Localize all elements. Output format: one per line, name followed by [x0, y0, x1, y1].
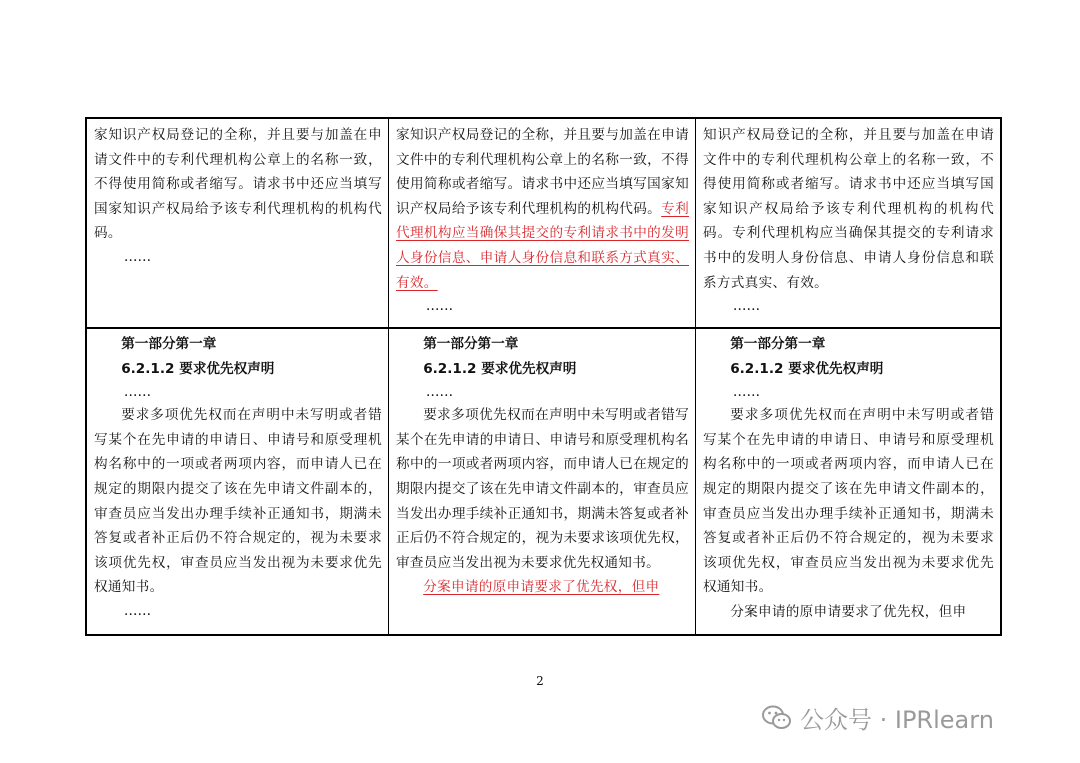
cell-revised-clean	[696, 328, 1000, 634]
cell-revised-clean	[696, 119, 1000, 327]
ellipsis: ……	[732, 384, 761, 401]
cell-revised-marked	[389, 119, 696, 327]
added-text: 专利代理机构应当确保其提交的专利请求书中的发明人身份信息、申请人身份信息和联系方式真实、有效。	[396, 200, 689, 291]
watermark-text: 公众号 · IPRlearn	[800, 706, 994, 734]
table-row	[87, 328, 1000, 634]
cell-original	[87, 328, 389, 634]
cell-text: 要求多项优先权而在声明中未写明或者错写某个在先申请的申请日、申请号和原受理机构名称中的一项或者两项内容，而申请人已在规定的期限内提交了该在先申请文件副本的，审查员应当发出办理手续补正通知书，期满未答复或者补正后仍不符合规定的，视为未要求该项优先权，审查员应当发出视为未要求优先权通知书。	[94, 407, 382, 596]
watermark	[762, 700, 994, 735]
subsection-heading: 6.2.1.2 要求优先权声明	[121, 360, 275, 377]
cell-text-tail: 分案申请的原申请要求了优先权，但申	[730, 603, 967, 620]
ellipsis: ……	[732, 298, 761, 315]
wechat-icon	[762, 705, 792, 731]
subsection-heading: 6.2.1.2 要求优先权声明	[730, 360, 884, 377]
comparison-table	[85, 117, 1002, 636]
table-row	[87, 119, 1000, 329]
ellipsis: ……	[123, 602, 152, 619]
section-heading: 第一部分第一章	[730, 336, 826, 352]
cell-revised-marked	[389, 328, 696, 634]
unchanged-text: 家知识产权局登记的全称，并且要与加盖在申请文件中的专利代理机构公章上的名称一致，不得使用简称或者缩写。请求书中还应当填写国家知识产权局给予该专利代理机构的机构代码。	[396, 127, 689, 217]
cell-original	[87, 119, 389, 327]
cell-text	[396, 123, 689, 295]
subsection-heading: 6.2.1.2 要求优先权声明	[423, 360, 577, 377]
cell-text: 要求多项优先权而在声明中未写明或者错写某个在先申请的申请日、申请号和原受理机构名称中的一项或者两项内容，而申请人已在规定的期限内提交了该在先申请文件副本的，审查员应当发出办理手续补正通知书，期满未答复或者补正后仍不符合规定的，视为未要求该项优先权，审查员应当发出视为未要求优先权通知书。	[703, 407, 994, 596]
cell-text-added	[396, 575, 689, 600]
cell-text: 知识产权局登记的全称，并且要与加盖在申请文件中的专利代理机构公章上的名称一致，不得使用简称或者缩写。请求书中还应当填写国家知识产权局给予该专利代理机构的机构代码。专利代理机构应当确保其提交的专利请求书中的发明人身份信息、申请人身份信息和联系方式真实、有效。	[703, 127, 994, 291]
cell-text: 家知识产权局登记的全称，并且要与加盖在申请文件中的专利代理机构公章上的名称一致，不得使用简称或者缩写。请求书中还应当填写国家知识产权局给予该专利代理机构的机构代码。	[94, 127, 382, 242]
ellipsis: ……	[123, 248, 152, 265]
section-heading: 第一部分第一章	[121, 336, 217, 352]
cell-text: 要求多项优先权而在声明中未写明或者错写某个在先申请的申请日、申请号和原受理机构名称中的一项或者两项内容，而申请人已在规定的期限内提交了该在先申请文件副本的，审查员应当发出办理手续补正通知书，期满未答复或者补正后仍不符合规定的，视为未要求该项优先权，审查员应当发出视为未要求优先权通知书。	[396, 407, 689, 571]
page-number: 2	[536, 674, 544, 688]
ellipsis: ……	[425, 384, 454, 401]
section-heading: 第一部分第一章	[423, 336, 519, 352]
ellipsis: ……	[425, 298, 454, 315]
ellipsis: ……	[123, 384, 152, 401]
added-text: 分案申请的原申请要求了优先权，但申	[423, 579, 660, 596]
